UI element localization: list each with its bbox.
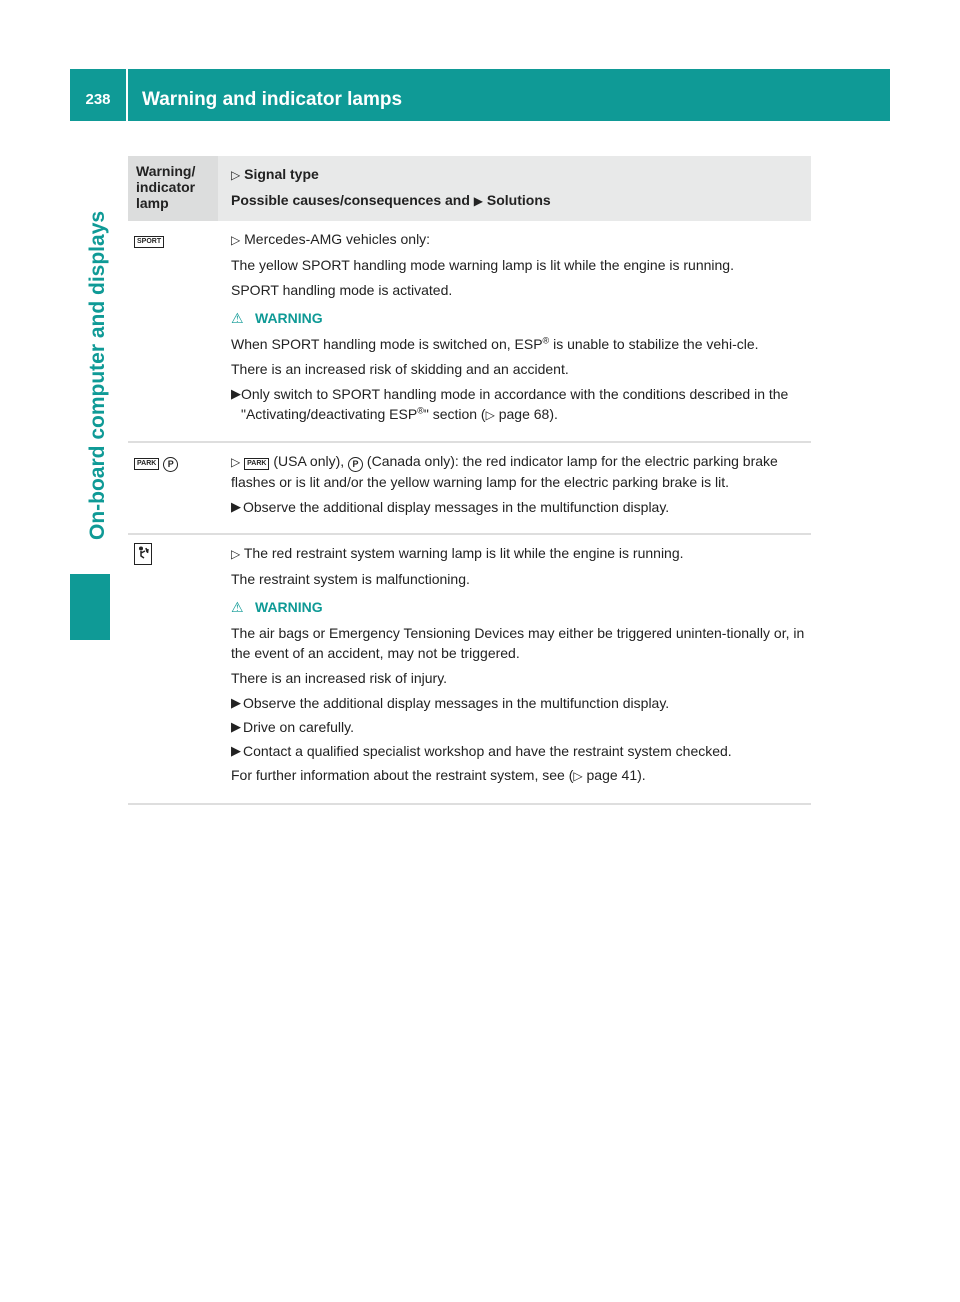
description-cell — [218, 535, 811, 803]
warning-triangle-icon: ⚠ — [231, 310, 244, 326]
section-side-label: On-board computer and displays — [86, 210, 109, 540]
column-header-lamp: Warning/ indicator lamp — [128, 156, 218, 221]
row-text-b: (Canada only): the red indicator lamp for the electric parking brake flashes or is lit and/or the yellow warning lamp for the electric parking brake is lit. — [231, 453, 778, 490]
lamp-cell — [128, 221, 218, 441]
warning-triangle-icon: ⚠ — [231, 599, 244, 615]
description-cell — [218, 443, 811, 533]
table-row — [128, 221, 811, 443]
table-row — [128, 443, 811, 535]
step-text-a: Only switch to SPORT handling mode in accordance with the conditions described in the "Activating/deactivating ESP — [241, 386, 789, 422]
step-text-b: " section ( — [423, 406, 486, 422]
parking-brake-lamp-icon: P — [163, 457, 178, 472]
table-row — [128, 535, 811, 805]
solution-arrow-icon: ▶ — [231, 386, 241, 401]
warning-lamp-table — [128, 156, 811, 805]
parking-brake-lamp-icon: P — [348, 457, 363, 472]
sport-lamp-icon: SPORT — [134, 236, 164, 248]
restraint-system-lamp-icon — [134, 543, 152, 565]
warning-text-a: When SPORT handling mode is switched on, ESP — [231, 336, 543, 352]
description-cell — [218, 221, 811, 441]
signal-arrow-icon: ▷ — [231, 168, 241, 182]
page-ref-arrow-icon: ▷ — [573, 769, 583, 783]
warning-text: The air bags or Emergency Tensioning Devices may either be triggered uninten-tionally or, in the event of an accident, may not be triggered. — [231, 625, 805, 661]
table-header — [128, 156, 811, 221]
warning-text-2: There is an increased risk of skidding and an accident. — [231, 361, 569, 377]
step-page-ref[interactable]: page 68). — [494, 406, 558, 422]
warning-heading — [231, 597, 811, 617]
signal-type-label: Signal type — [244, 166, 319, 182]
step-text: Observe the additional display messages in the multifunction display. — [243, 695, 670, 711]
footer-page-ref[interactable]: page 41). — [582, 767, 646, 783]
signal-arrow-icon: ▷ — [231, 455, 241, 469]
signal-arrow-icon: ▷ — [231, 233, 241, 247]
footer-text-a: For further information about the restraint system, see ( — [231, 767, 574, 783]
row-text: The yellow SPORT handling mode warning lamp is lit while the engine is running. — [231, 257, 734, 273]
solution-arrow-icon: ▶ — [473, 194, 484, 208]
section-side-marker — [70, 574, 110, 640]
column-header-description — [218, 156, 551, 221]
page-number: 238 — [70, 69, 128, 121]
page-title: Warning and indicator lamps — [142, 89, 403, 110]
footer-text — [231, 765, 811, 786]
page-ref-arrow-icon: ▷ — [485, 408, 495, 422]
solution-arrow-icon: ▶ — [231, 719, 241, 734]
warning-text: When SPORT handling mode is switched on, ESP® is unable to stabilize the vehi-cle. — [231, 335, 759, 352]
step-text: Observe the additional display messages in the multifunction display. — [243, 499, 670, 515]
park-lamp-icon: PARK — [244, 458, 269, 470]
park-lamp-icon: PARK — [134, 458, 159, 470]
warning-label: WARNING — [255, 310, 323, 326]
causes-label: Possible causes/consequences and — [231, 192, 470, 208]
solution-arrow-icon: ▶ — [231, 743, 241, 758]
solution-arrow-icon: ▶ — [231, 499, 241, 514]
signal-arrow-icon: ▷ — [231, 547, 241, 561]
warning-text-b: is unable to stabilize the vehi-cle. — [549, 336, 759, 352]
solution-step — [231, 741, 811, 761]
solution-step — [231, 693, 811, 713]
lamp-cell — [128, 443, 218, 533]
solution-step — [231, 717, 811, 737]
step-text: Contact a qualified specialist workshop and have the restraint system checked. — [243, 743, 732, 759]
solutions-label: Solutions — [486, 192, 551, 208]
solution-step: ▶ Only switch to SPORT handling mode in accordance with the conditions described in the "Activating/deactivating ESP®" section (▷ page 68). — [231, 384, 811, 425]
solution-step — [231, 497, 811, 517]
warning-text-2: There is an increased risk of injury. — [231, 670, 448, 686]
page-header — [70, 69, 890, 121]
solution-arrow-icon: ▶ — [231, 695, 241, 710]
row-text: The restraint system is malfunctioning. — [231, 571, 470, 587]
row-text-a: (USA only), — [269, 453, 349, 469]
row-text: SPORT handling mode is activated. — [231, 282, 453, 298]
step-text: Drive on carefully. — [243, 719, 355, 735]
row-intro: The red restraint system warning lamp is lit while the engine is running. — [243, 545, 684, 561]
row-intro: Mercedes-AMG vehicles only: — [244, 231, 431, 247]
lamp-cell — [128, 535, 218, 803]
warning-heading — [231, 308, 811, 328]
warning-label: WARNING — [255, 599, 323, 615]
